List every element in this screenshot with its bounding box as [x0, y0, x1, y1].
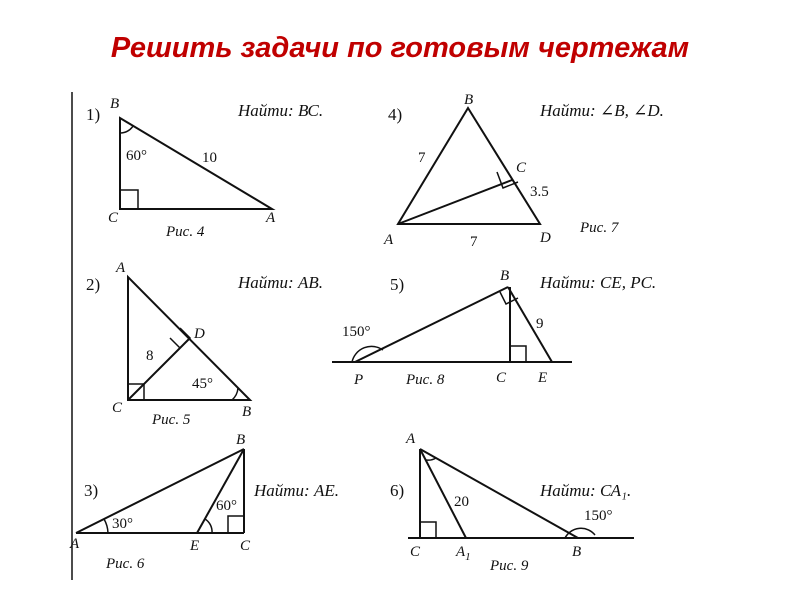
- side-label: 20: [454, 494, 469, 510]
- problem-3: [69, 432, 339, 572]
- figure-caption: Рис. 8: [406, 372, 445, 388]
- side-be: [508, 287, 552, 362]
- problem-4: [383, 92, 664, 250]
- point-label: C: [108, 210, 119, 226]
- angle-arc: [426, 458, 436, 460]
- point-label: B: [242, 404, 252, 420]
- problem-1: [86, 96, 323, 240]
- problem-task: Найти: СА₁.: [540, 481, 632, 500]
- problem-task: Найти: АЕ.: [254, 481, 339, 500]
- point-label: B: [500, 268, 510, 284]
- altitude: [398, 180, 512, 224]
- right-angle-mark: [510, 346, 526, 362]
- side-pb: [355, 287, 508, 362]
- side-label: 10: [202, 150, 217, 166]
- figure-caption: Рис. 7: [580, 220, 619, 236]
- problem-task: Найти: ВС.: [238, 101, 324, 120]
- right-angle-mark: [420, 522, 436, 538]
- problem-task: Найти: АВ.: [238, 273, 323, 292]
- point-label: B: [236, 432, 246, 448]
- figure-caption: Рис. 6: [106, 556, 145, 572]
- problem-number: 3): [84, 481, 99, 500]
- angle-arc: [352, 346, 383, 362]
- problem-number: 2): [86, 275, 101, 294]
- point-label: C: [240, 538, 251, 554]
- angle-arc: [104, 519, 108, 533]
- side-label: 8: [146, 348, 154, 364]
- point-label: C: [516, 160, 527, 176]
- page-title: Решить задачи по готовым чертежам: [110, 32, 690, 64]
- point-label: B: [572, 544, 582, 560]
- point-label: A: [266, 210, 276, 226]
- angle-label: 150°: [584, 508, 613, 524]
- point-label: E: [190, 538, 200, 554]
- problem-5: [332, 268, 656, 388]
- point-label: A: [116, 260, 126, 276]
- point-label: B: [464, 92, 474, 108]
- side-label: 7: [470, 234, 478, 250]
- angle-arc: [565, 528, 595, 538]
- side-label: 7: [418, 150, 426, 166]
- angle-arc: [120, 126, 133, 133]
- angle-label: 30°: [112, 516, 133, 532]
- side-label: 9: [536, 316, 544, 332]
- figure-caption: Рис. 4: [166, 224, 205, 240]
- angle-label: 45°: [192, 376, 213, 392]
- point-label: E: [538, 370, 548, 386]
- figure-caption: Рис. 9: [490, 558, 529, 574]
- point-subscript: 1: [465, 551, 471, 563]
- problem-2: [86, 260, 323, 428]
- angle-label: 60°: [126, 148, 147, 164]
- problem-number: 4): [388, 105, 403, 124]
- point-label: C: [496, 370, 507, 386]
- point-label: [455, 544, 471, 563]
- point-label: A: [70, 536, 80, 552]
- angle-arc: [205, 519, 212, 533]
- angle-label: 150°: [342, 324, 371, 340]
- point-name: A: [456, 544, 466, 560]
- point-label: D: [540, 230, 551, 246]
- problem-number: 6): [390, 481, 405, 500]
- hypotenuse: [76, 449, 244, 533]
- point-label: D: [194, 326, 205, 342]
- point-label: B: [110, 96, 120, 112]
- right-angle-mark: [170, 328, 190, 348]
- problem-task: Найти: СЕ, РС.: [540, 273, 657, 292]
- figure-caption: Рис. 5: [152, 412, 191, 428]
- angle-label: 60°: [216, 498, 237, 514]
- problem-task: Найти: ∠B, ∠D.: [540, 101, 664, 120]
- point-label: A: [406, 431, 416, 447]
- point-label: A: [384, 232, 394, 248]
- problem-number: 1): [86, 105, 101, 124]
- side-label: 3.5: [530, 184, 549, 200]
- problem-number: 5): [390, 275, 405, 294]
- problem-6: [390, 431, 634, 574]
- point-label: C: [410, 544, 421, 560]
- point-label: P: [354, 372, 364, 388]
- right-angle-mark: [120, 190, 138, 209]
- angle-arc: [232, 388, 238, 400]
- right-angle-mark: [228, 516, 244, 533]
- point-label: C: [112, 400, 123, 416]
